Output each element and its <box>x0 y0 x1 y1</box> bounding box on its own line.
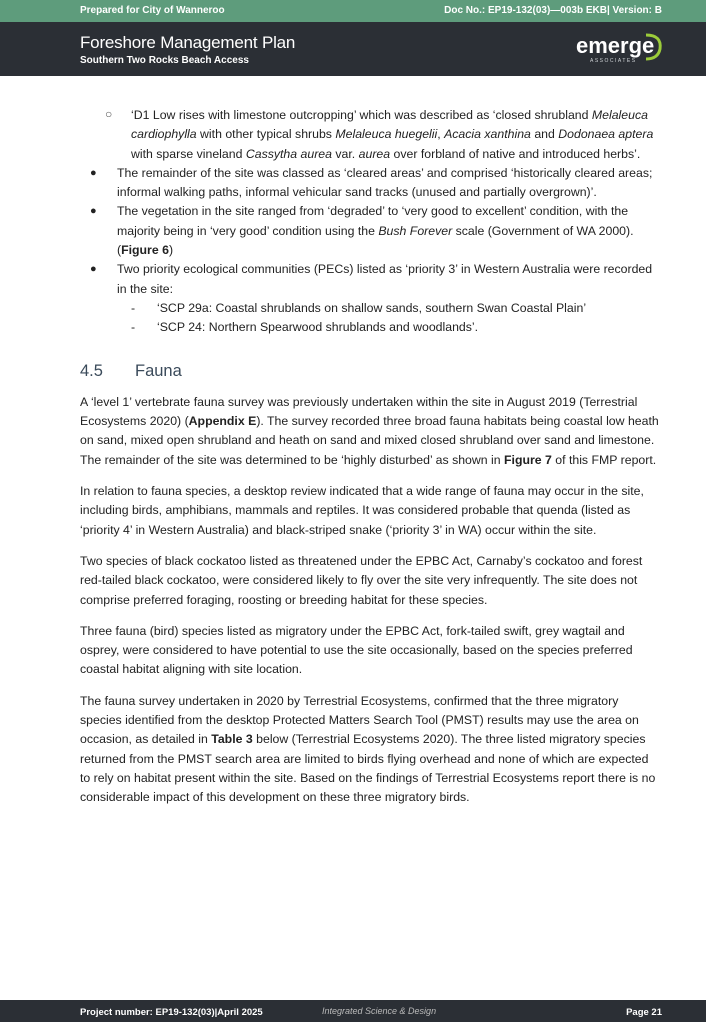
text-run: var. <box>331 146 359 161</box>
prepared-for: Prepared for City of Wanneroo <box>80 5 225 16</box>
bullet-text: Two priority ecological communities (PECs) listed as ‘priority 3’ in Western Australia were recorded in the site: <box>117 262 653 296</box>
bullet-item <box>80 260 660 299</box>
text-run: of this FMP report. <box>551 452 657 467</box>
appendix-reference: Appendix E <box>188 414 257 429</box>
dash-icon: - <box>131 300 136 315</box>
footer-tagline: Integrated Science & Design <box>322 1006 437 1016</box>
bullet-icon: ● <box>90 205 97 218</box>
section-heading <box>80 362 660 381</box>
dash-text: ‘SCP 29a: Coastal shrublands on shallow sands, southern Swan Coastal Plain’ <box>157 300 587 315</box>
species-name: Dodonaea aptera <box>558 127 654 142</box>
species-name: aurea <box>358 146 391 161</box>
logo-subtext: ASSOCIATES <box>590 58 637 64</box>
project-number: Project number: EP19-132(03)|April 2025 <box>80 1007 263 1018</box>
logo-text: emerge <box>576 33 655 58</box>
text-run: The fauna survey undertaken in 2020 by Terrestrial Ecosystems, confirmed that the three migratory species identified from the desktop Protected Matters Search Tool (PMST) results may use the area on occasion, as detailed in <box>80 693 639 747</box>
circle-bullet-icon: ○ <box>105 107 113 121</box>
figure-reference: Figure 6 <box>121 243 169 258</box>
table-reference: Table 3 <box>211 732 253 747</box>
bullet-text: The remainder of the site was classed as ‘cleared areas’ and comprised ‘historically cleared areas; informal walking paths, informal vehicular sand tracks (unused and partially overgrown)’. <box>117 165 653 200</box>
text-run: ‘D1 Low rises with limestone outcropping’ which was described as ‘closed shrubland <box>131 108 592 122</box>
bullet-item <box>80 164 660 203</box>
bullet-icon: ● <box>90 166 97 179</box>
top-info-bar <box>0 0 706 22</box>
text-run: Bush Forever <box>378 223 453 238</box>
paragraph: In relation to fauna species, a desktop review indicated that a wide range of fauna may occur in the site, including birds, amphibians, mammals and reptiles. It was considered probable that quenda (listed as ‘priority 4’ in Western Australia) and black-striped snake (‘priority 3’ in WA) occur within the site. <box>80 484 644 537</box>
dash-item <box>80 299 660 318</box>
doc-number: Doc No.: EP19-132(03)—003b EKB| Version: B <box>444 5 662 16</box>
text-run: and <box>530 127 559 142</box>
document-title: Foreshore Management Plan <box>80 33 296 52</box>
emerge-logo <box>576 31 666 65</box>
footer-bar <box>0 1000 706 1022</box>
bullet-icon: ● <box>90 263 97 276</box>
section-number: 4.5 <box>80 361 103 380</box>
species-name: Melaleuca huegelii <box>335 127 438 142</box>
page-number: Page 21 <box>626 1007 662 1018</box>
section-title: Fauna <box>135 361 182 380</box>
species-name: Melaleuca cardiophylla <box>131 108 648 142</box>
text-run: scale (Government of WA 2000). ( <box>117 223 634 258</box>
text-run: , <box>437 127 445 142</box>
sub-bullet-item <box>80 106 660 164</box>
text-run: over forbland of native and introduced herbs’. <box>390 146 641 161</box>
bullet-item <box>80 202 660 260</box>
species-name: Cassytha aurea <box>245 146 332 161</box>
paragraph: Three fauna (bird) species listed as migratory under the EPBC Act, fork-tailed swift, grey wagtail and osprey, were considered to have potential to use the site occasionally, based on the species preferred coastal habitat aligning with site location. <box>80 623 633 677</box>
text-run: with sparse vineland <box>131 146 246 161</box>
text-run: ) <box>168 243 174 258</box>
paragraph <box>80 393 660 470</box>
text-run: The vegetation in the site ranged from ‘degraded’ to ‘very good to excellent’ condition, with the majority being in ‘very good’ condition using the <box>117 204 629 238</box>
paragraph <box>80 692 660 808</box>
text-run: below (Terrestrial Ecosystems 2020). The three listed migratory species returned from the PMST search area are limited to birds flying overhead and none of which are expected to rely on habitat present within the site. Based on the findings of Terrestrial Ecosystems report there is no considerable impact of this development on these three migratory birds. <box>80 732 656 805</box>
page-content <box>80 106 660 820</box>
dash-icon: - <box>131 320 136 335</box>
document-subtitle: Southern Two Rocks Beach Access <box>80 55 249 66</box>
dash-item <box>80 318 660 337</box>
species-name: Acacia xanthina <box>444 127 531 142</box>
dash-text: ‘SCP 24: Northern Spearwood shrublands and woodlands’. <box>157 320 479 335</box>
text-run: A ‘level 1’ vertebrate fauna survey was previously undertaken within the site in August 2019 (Terrestrial Ecosystems 2020) ( <box>80 394 638 429</box>
text-run: with other typical shrubs <box>196 127 336 142</box>
header-band <box>0 22 706 76</box>
paragraph: Two species of black cockatoo listed as threatened under the EPBC Act, Carnaby’s cockatoo and forest red-tailed black cockatoo, were considered likely to fly over the site very infrequently. The site does not comprise preferred foraging, roosting or breeding habitat for these species. <box>80 553 643 607</box>
figure-reference: Figure 7 <box>504 452 552 467</box>
text-run: ). The survey recorded three broad fauna habitats being coastal low heath on sand, mixed open shrubland and heath on sand and mixed closed shrubland over sand and limestone. The remainder of the site was determined to be ‘highly disturbed’ as shown in <box>80 414 659 467</box>
